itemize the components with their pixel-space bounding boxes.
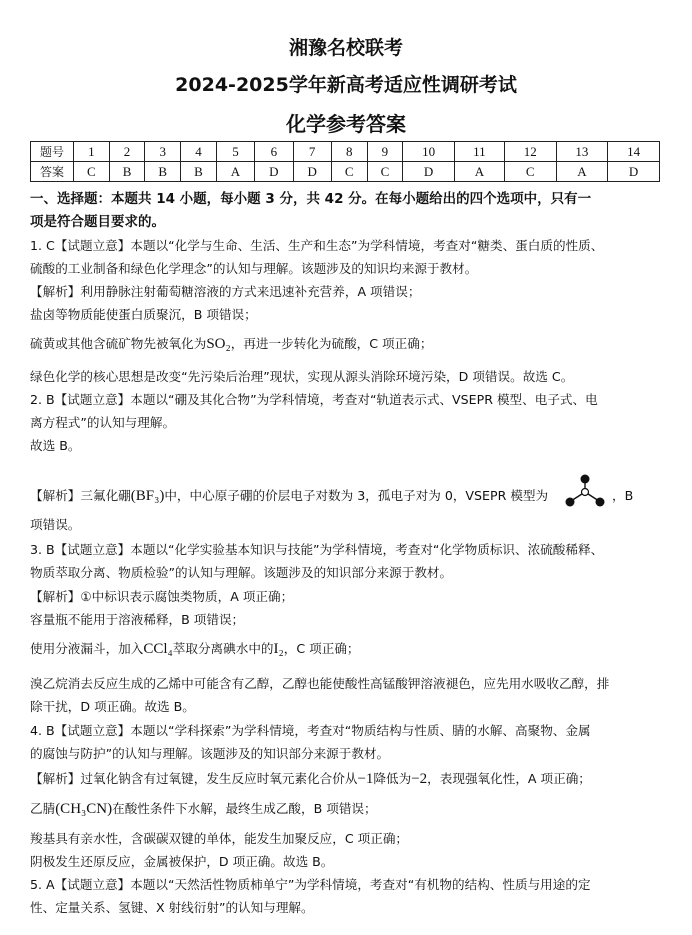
- text-segment: 【解析】过氧化钠含有过氧键，发生反应时氧元素化合价从: [30, 771, 358, 786]
- trigonal-planar-model-icon: [563, 474, 607, 510]
- text-segment: 使用分液漏斗，加入: [30, 641, 144, 656]
- table-cell: B: [145, 162, 181, 182]
- table-cell: 9: [367, 142, 403, 162]
- text-line: 盐卤等物质能使蛋白质聚沉，B 项错误；: [30, 307, 257, 322]
- text-segment: 降低为: [373, 771, 412, 786]
- text-line: 绿色化学的核心思想是改变“先污染后治理”现状，实现从源头消除环境污染，D 项错误。故选 C。: [30, 369, 574, 384]
- text-line: 离方程式”的认知与理解。: [30, 415, 176, 430]
- text-segment: 在酸性条件下水解，最终生成乙酸，B 项错误；: [112, 801, 377, 816]
- text-line: 4. B【试题立意】本题以“学科探索”为学科情境，考查对“物质结构与性质、腈的水解、高聚物、金属: [30, 723, 591, 738]
- table-cell: D: [293, 162, 331, 182]
- text-line: 2. B【试题立意】本题以“硼及其化合物”为学科情境，考查对“轨道表示式、VSEPR 模型、电子式、电: [30, 392, 598, 407]
- text-segment: ，B: [612, 488, 634, 503]
- table-cell: 2: [109, 142, 145, 162]
- text-line: 硫酸的工业制备和绿色化学理念”的认知与理解。该题涉及的知识均来源于教材。: [30, 261, 478, 276]
- formula: I₂: [273, 641, 284, 657]
- question-number-row: [31, 142, 660, 162]
- row-label: 题号: [31, 142, 74, 162]
- text-line: [30, 640, 670, 658]
- table-cell: 12: [504, 142, 556, 162]
- text-line: 性、定量关系、氢键、X 射线衍射”的认知与理解。: [30, 900, 314, 915]
- table-cell: 1: [74, 142, 110, 162]
- table-cell: C: [504, 162, 556, 182]
- text-line: 除干扰，D 项正确。故选 B。: [30, 699, 195, 714]
- table-cell: 5: [216, 142, 254, 162]
- table-cell: B: [181, 162, 217, 182]
- text-segment: ，C 项正确；: [283, 641, 360, 656]
- table-cell: 10: [403, 142, 455, 162]
- text-segment: 【解析】三氟化硼: [30, 488, 131, 503]
- text-segment: 硫黄或其他含硫矿物先被氧化为: [30, 336, 207, 351]
- text-line: [30, 770, 670, 788]
- text-segment: ，表现强氧化性，A 项正确；: [427, 771, 591, 786]
- text-line: [30, 800, 670, 818]
- table-cell: A: [454, 162, 504, 182]
- text-line: 物质萃取分离、物质检验”的认知与理解。该题涉及的知识部分来源于教材。: [30, 565, 453, 580]
- answer-key-table: [30, 141, 660, 182]
- formula: −2: [411, 771, 428, 787]
- text-segment: 乙腈: [30, 801, 56, 816]
- table-cell: 6: [255, 142, 293, 162]
- text-line: 3. B【试题立意】本题以“化学实验基本知识与技能”为学科情境，考查对“化学物质标识、浓硫酸稀释、: [30, 542, 604, 557]
- section-heading-cont: 项是符合题目要求的。: [30, 214, 165, 230]
- formula: SO₂: [206, 336, 231, 352]
- table-cell: D: [608, 162, 660, 182]
- text-line: [30, 335, 670, 353]
- table-cell: B: [109, 162, 145, 182]
- formula: CCl₄: [143, 641, 173, 657]
- section-heading: 一、选择题：本题共 14 小题，每小题 3 分，共 42 分。在每小题给出的四个选项中，只有一: [30, 191, 592, 207]
- table-cell: 8: [331, 142, 367, 162]
- table-cell: D: [403, 162, 455, 182]
- table-cell: D: [255, 162, 293, 182]
- table-cell: C: [74, 162, 110, 182]
- text-line: 故选 B。: [30, 438, 81, 453]
- formula: (BF₃): [130, 488, 165, 504]
- table-cell: 13: [556, 142, 608, 162]
- text-segment: 萃取分离碘水中的: [172, 641, 274, 656]
- text-line: 羧基具有亲水性，含碳碳双键的单体，能发生加聚反应，C 项正确；: [30, 831, 409, 846]
- text-segment: ，再进一步转化为硫酸，C 项正确；: [230, 336, 433, 351]
- table-cell: A: [556, 162, 608, 182]
- text-line: 1. C【试题立意】本题以“化学与生命、生活、生产和生态”为学科情境，考查对“糖类、蛋白质的性质、: [30, 238, 604, 253]
- formula: −1: [357, 771, 374, 787]
- text-line: 项错误。: [30, 517, 81, 532]
- text-line: 阴极发生还原反应，金属被保护，D 项正确。故选 B。: [30, 854, 334, 869]
- table-cell: 7: [293, 142, 331, 162]
- text-segment: 中，中心原子硼的价层电子对数为 3，孤电子对为 0，VSEPR 模型为: [164, 488, 549, 503]
- text-line: 5. A【试题立意】本题以“天然活性物质柿单宁”为学科情境，考查对“有机物的结构、性质与用途的定: [30, 877, 591, 892]
- table-cell: C: [367, 162, 403, 182]
- table-cell: 11: [454, 142, 504, 162]
- table-cell: C: [331, 162, 367, 182]
- document-title: 化学参考答案: [286, 112, 406, 136]
- text-line: 溴乙烷消去反应生成的乙烯中可能含有乙醇，乙醇也能使酸性高锰酸钾溶液褪色，应先用水吸收乙醇，排: [30, 676, 610, 691]
- answer-row: [31, 162, 660, 182]
- table-cell: 14: [608, 142, 660, 162]
- table-cell: 3: [145, 142, 181, 162]
- text-line: 【解析】利用静脉注射葡萄糖溶液的方式来迅速补充营养，A 项错误；: [30, 284, 421, 299]
- formula: (CH₃CN): [55, 801, 113, 817]
- row-label: 答案: [31, 162, 74, 182]
- text-line: 【解析】①中标识表示腐蚀类物质，A 项正确；: [30, 589, 294, 604]
- table-cell: 4: [181, 142, 217, 162]
- exam-title: 2024-2025学年新高考适应性调研考试: [175, 74, 517, 96]
- text-line: 容量瓶不能用于溶液稀释，B 项错误；: [30, 612, 245, 627]
- text-line: 的腐蚀与防护”的认知与理解。该题涉及的知识部分来源于教材。: [30, 746, 390, 761]
- table-cell: A: [216, 162, 254, 182]
- exam-series-title: 湘豫名校联考: [288, 37, 403, 59]
